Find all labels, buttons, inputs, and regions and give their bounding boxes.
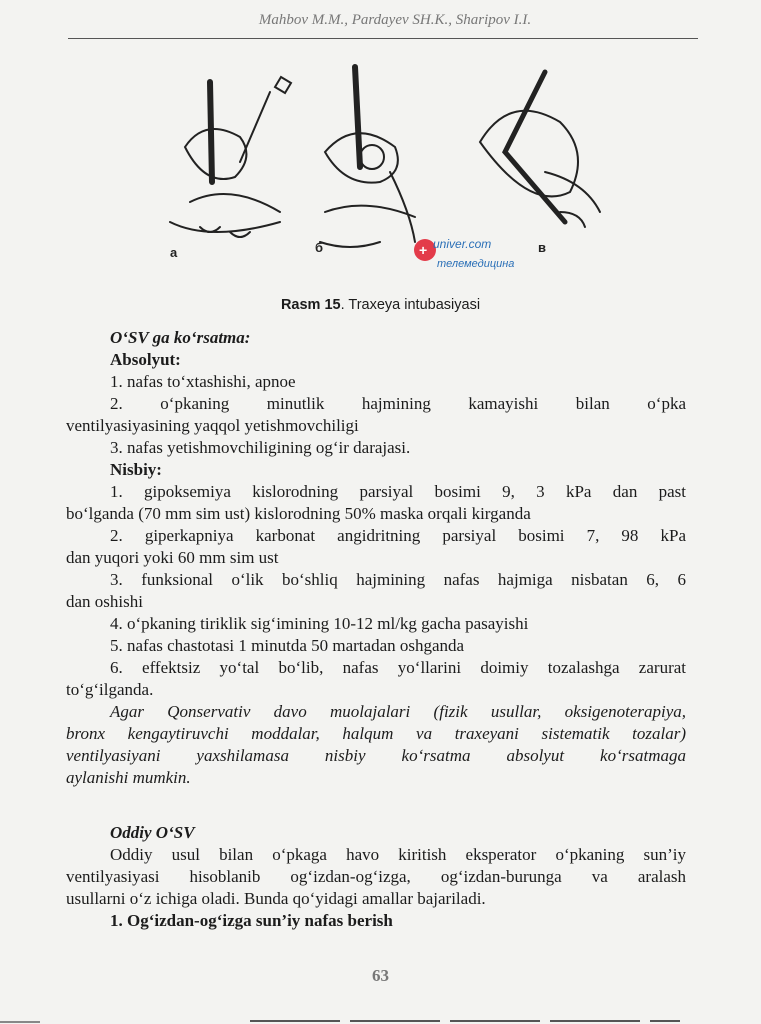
relative-item: 3. funksional o‘lik bo‘shliq hajmining nafas hajmiga nisbatan 6, 6 [110, 570, 686, 589]
figure-caption [0, 297, 761, 313]
relative-item: 6. effektsiz yo‘tal bo‘lib, nafas yo‘llarini doimiy tozalashga zarurat [110, 658, 686, 677]
relative-item-continued: to‘g‘ilganda. [66, 680, 154, 699]
note-line: bronx kengaytiruvchi moddalar, halqum va traxeyani sistematik tozalar) [66, 724, 686, 743]
svg-text:+: + [419, 242, 428, 258]
panel-a-drawing [170, 77, 291, 237]
absolute-item-continued: ventilyasiyasining yaqqol yetishmovchiligi [66, 416, 359, 435]
relative-item: 5. nafas chastotasi 1 minutda 50 martadan oshganda [110, 636, 465, 655]
panel-b-drawing [320, 67, 415, 247]
subheading: 1. Og‘izdan-og‘izga sun’iy nafas berish [110, 911, 393, 930]
absolute-item: 2. o‘pkaning minutlik hajmining kamayishi bilan o‘pka [110, 394, 686, 413]
absolute-item: 3. nafas yetishmovchiligining og‘ir darajasi. [110, 438, 411, 457]
watermark-logo [414, 237, 514, 270]
header-rule [68, 38, 698, 39]
figure-label-b: б [315, 240, 324, 255]
note-line: ventilyasiyani yaxshilamasa nisbiy ko‘rsatma absolyut ko‘rsatmaga [66, 746, 686, 765]
relative-item: 4. o‘pkaning tiriklik sig‘imining 10-12 ml/kg gacha pasayishi [110, 614, 529, 633]
section-title: O‘SV ga ko‘rsatma: [110, 328, 251, 347]
relative-item: 2. giperkapniya karbonat angidritning parsiyal bosimi 7, 98 kPa [110, 526, 686, 545]
running-head: Mahbov M.M., Pardayev SH.K., Sharipov I.I. [258, 12, 532, 28]
scan-bottom-rule [250, 1020, 680, 1022]
relative-title: Nisbiy: [110, 460, 162, 479]
caption-text: . Traxeya intubasiyasi [340, 297, 481, 313]
note-line: Agar Qonservativ davo muolajalari (fizik usullar, oksigenoterapiya, [110, 702, 686, 721]
note-line: aylanishi mumkin. [66, 768, 191, 787]
figure-label-v: в [538, 240, 546, 255]
paragraph-line: Oddiy usul bilan o‘pkaga havo kiritish eksperator o‘pkaning sun’iy [110, 845, 686, 864]
relative-item-continued: dan yuqori yoki 60 mm sim ust [66, 548, 279, 567]
simple-ventilation-section [66, 822, 686, 932]
absolute-title: Absolyut: [110, 350, 181, 369]
relative-item-continued: dan oshishi [66, 592, 143, 611]
relative-item: 1. gipoksemiya kislorodning parsiyal bosimi 9, 3 kPa dan past [110, 482, 686, 501]
relative-item-continued: bo‘lganda (70 mm sim ust) kislorodning 50% maska orqali kirganda [66, 504, 531, 523]
panel-c-drawing [480, 72, 600, 227]
caption-number: Rasm 15 [280, 297, 341, 313]
watermark-site: univer.com [433, 237, 492, 251]
page-number: 63 [372, 966, 389, 985]
figure-label-a: a [170, 245, 178, 260]
section2-title: Oddiy O‘SV [110, 823, 195, 842]
paragraph-line: ventilyasiyasi hisoblanib og‘izdan-og‘izga, og‘izdan-burunga va aralash [66, 867, 686, 886]
watermark-subtitle: телемедицина [437, 258, 515, 270]
paragraph-line: usullarni o‘z ichiga oladi. Bunda qo‘yidagi amallar bajariladi. [66, 889, 486, 908]
intubation-illustration [150, 52, 620, 282]
scan-edge [0, 1021, 40, 1023]
absolute-item: 1. nafas to‘xtashishi, apnoe [110, 372, 296, 391]
indications-section [66, 327, 686, 789]
